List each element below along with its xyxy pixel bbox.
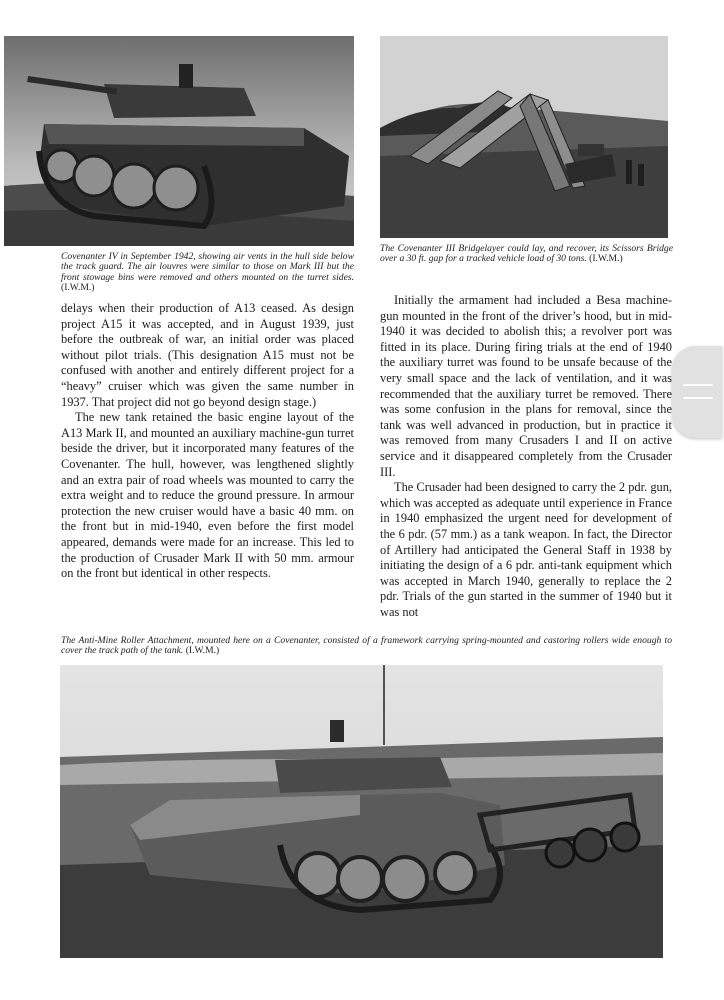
caption-roller-text: The Anti-Mine Roller Attachment, mounted here on a Covenanter, consisted of a framework carrying spring-mounted and castoring rollers wide enough to cover the track path of the tank. (61, 635, 672, 657)
body-right-column (380, 293, 672, 620)
caption-roller-credit: (I.W.M.) (185, 645, 220, 657)
photo-covenanter-iv (4, 36, 354, 246)
menu-line (683, 384, 713, 386)
paragraph: The Crusader had been designed to carry the 2 pdr. gun, which was accepted as adequate until experience in France in 1940 emphasized the urgent need for development of the 6 pdr. (57 mm.) as a tank weapon. In fact, the Director of Artillery had anticipated the General Staff in 1938 by initiating the design of a 6 pdr. anti-tank equipment which was accepted in March 1940, generally to replace the 2 pdr. Trials of the gun started in the summer of 1940 but it was not (380, 480, 672, 619)
caption-bridgelayer-credit: (I.W.M.) (589, 253, 623, 265)
paragraph: The new tank retained the basic engine layout of the A13 Mark II, and mounted an auxiliary machine-gun turret beside the driver, but it incorporated many features of the Covenanter. The hull, however, was lengthened slightly and an extra pair of road wheels was mounted to carry the extra weight and to reduce the ground pressure. In armour protection the new cruiser would have a basic 40 mm. on the front but in mid-1940, even before the first model appeared, demands were made for an increase. This led to the production of Crusader Mark II with 50 mm. armour on the front but identical in other respects. (61, 410, 354, 581)
caption-covenanter-iv-text: Covenanter IV in September 1942, showing air vents in the hull side below the track guard. The air louvres were similar to those on Mark III but the front stowage bins were removed and others mounted on the turret sides. (61, 251, 354, 283)
caption-roller (61, 636, 672, 657)
photo-anti-mine-roller (60, 665, 663, 958)
caption-covenanter-iv-credit: (I.W.M.) (61, 281, 95, 293)
anti-mine-roller-image (60, 665, 663, 958)
covenanter-iv-image (4, 36, 354, 246)
paragraph: Initially the armament had included a Besa machine-gun mounted in the front of the driver’s hood, but in mid-1940 it was decided to abolish this; a revolver port was fitted in its place. During firing trials at the end of 1940 the auxiliary turret was found to be unsafe because of the very small space and the lack of ventilation, and it was recommended that the auxiliary turret be removed. There was some confusion in the plans for removal, since the tank was well advanced in production, but in practice it was removed from many Crusaders I and II on active service and it disappeared completely from the Crusader III. (380, 293, 672, 479)
paragraph: delays when their production of A13 ceased. As design project A15 it was accepted, and in August 1939, just before the outbreak of war, an initial order was placed without pilot trials. (This designation A15 must not be confused with another and entirely different project for a “heavy” cruiser which was given the same number in 1937. That project did not go beyond design stage.) (61, 301, 354, 409)
caption-covenanter-iv (61, 252, 354, 293)
body-left-column (61, 301, 354, 582)
scroll-handle[interactable] (672, 346, 722, 438)
bridgelayer-image (380, 36, 668, 238)
photo-bridgelayer (380, 36, 668, 238)
menu-line (683, 397, 713, 399)
caption-bridgelayer (380, 244, 673, 265)
caption-bridgelayer-text: The Covenanter III Bridgelayer could lay, and recover, its Scissors Bridge over a 30 ft. gap for a tracked vehicle load of 30 tons. (380, 243, 673, 265)
